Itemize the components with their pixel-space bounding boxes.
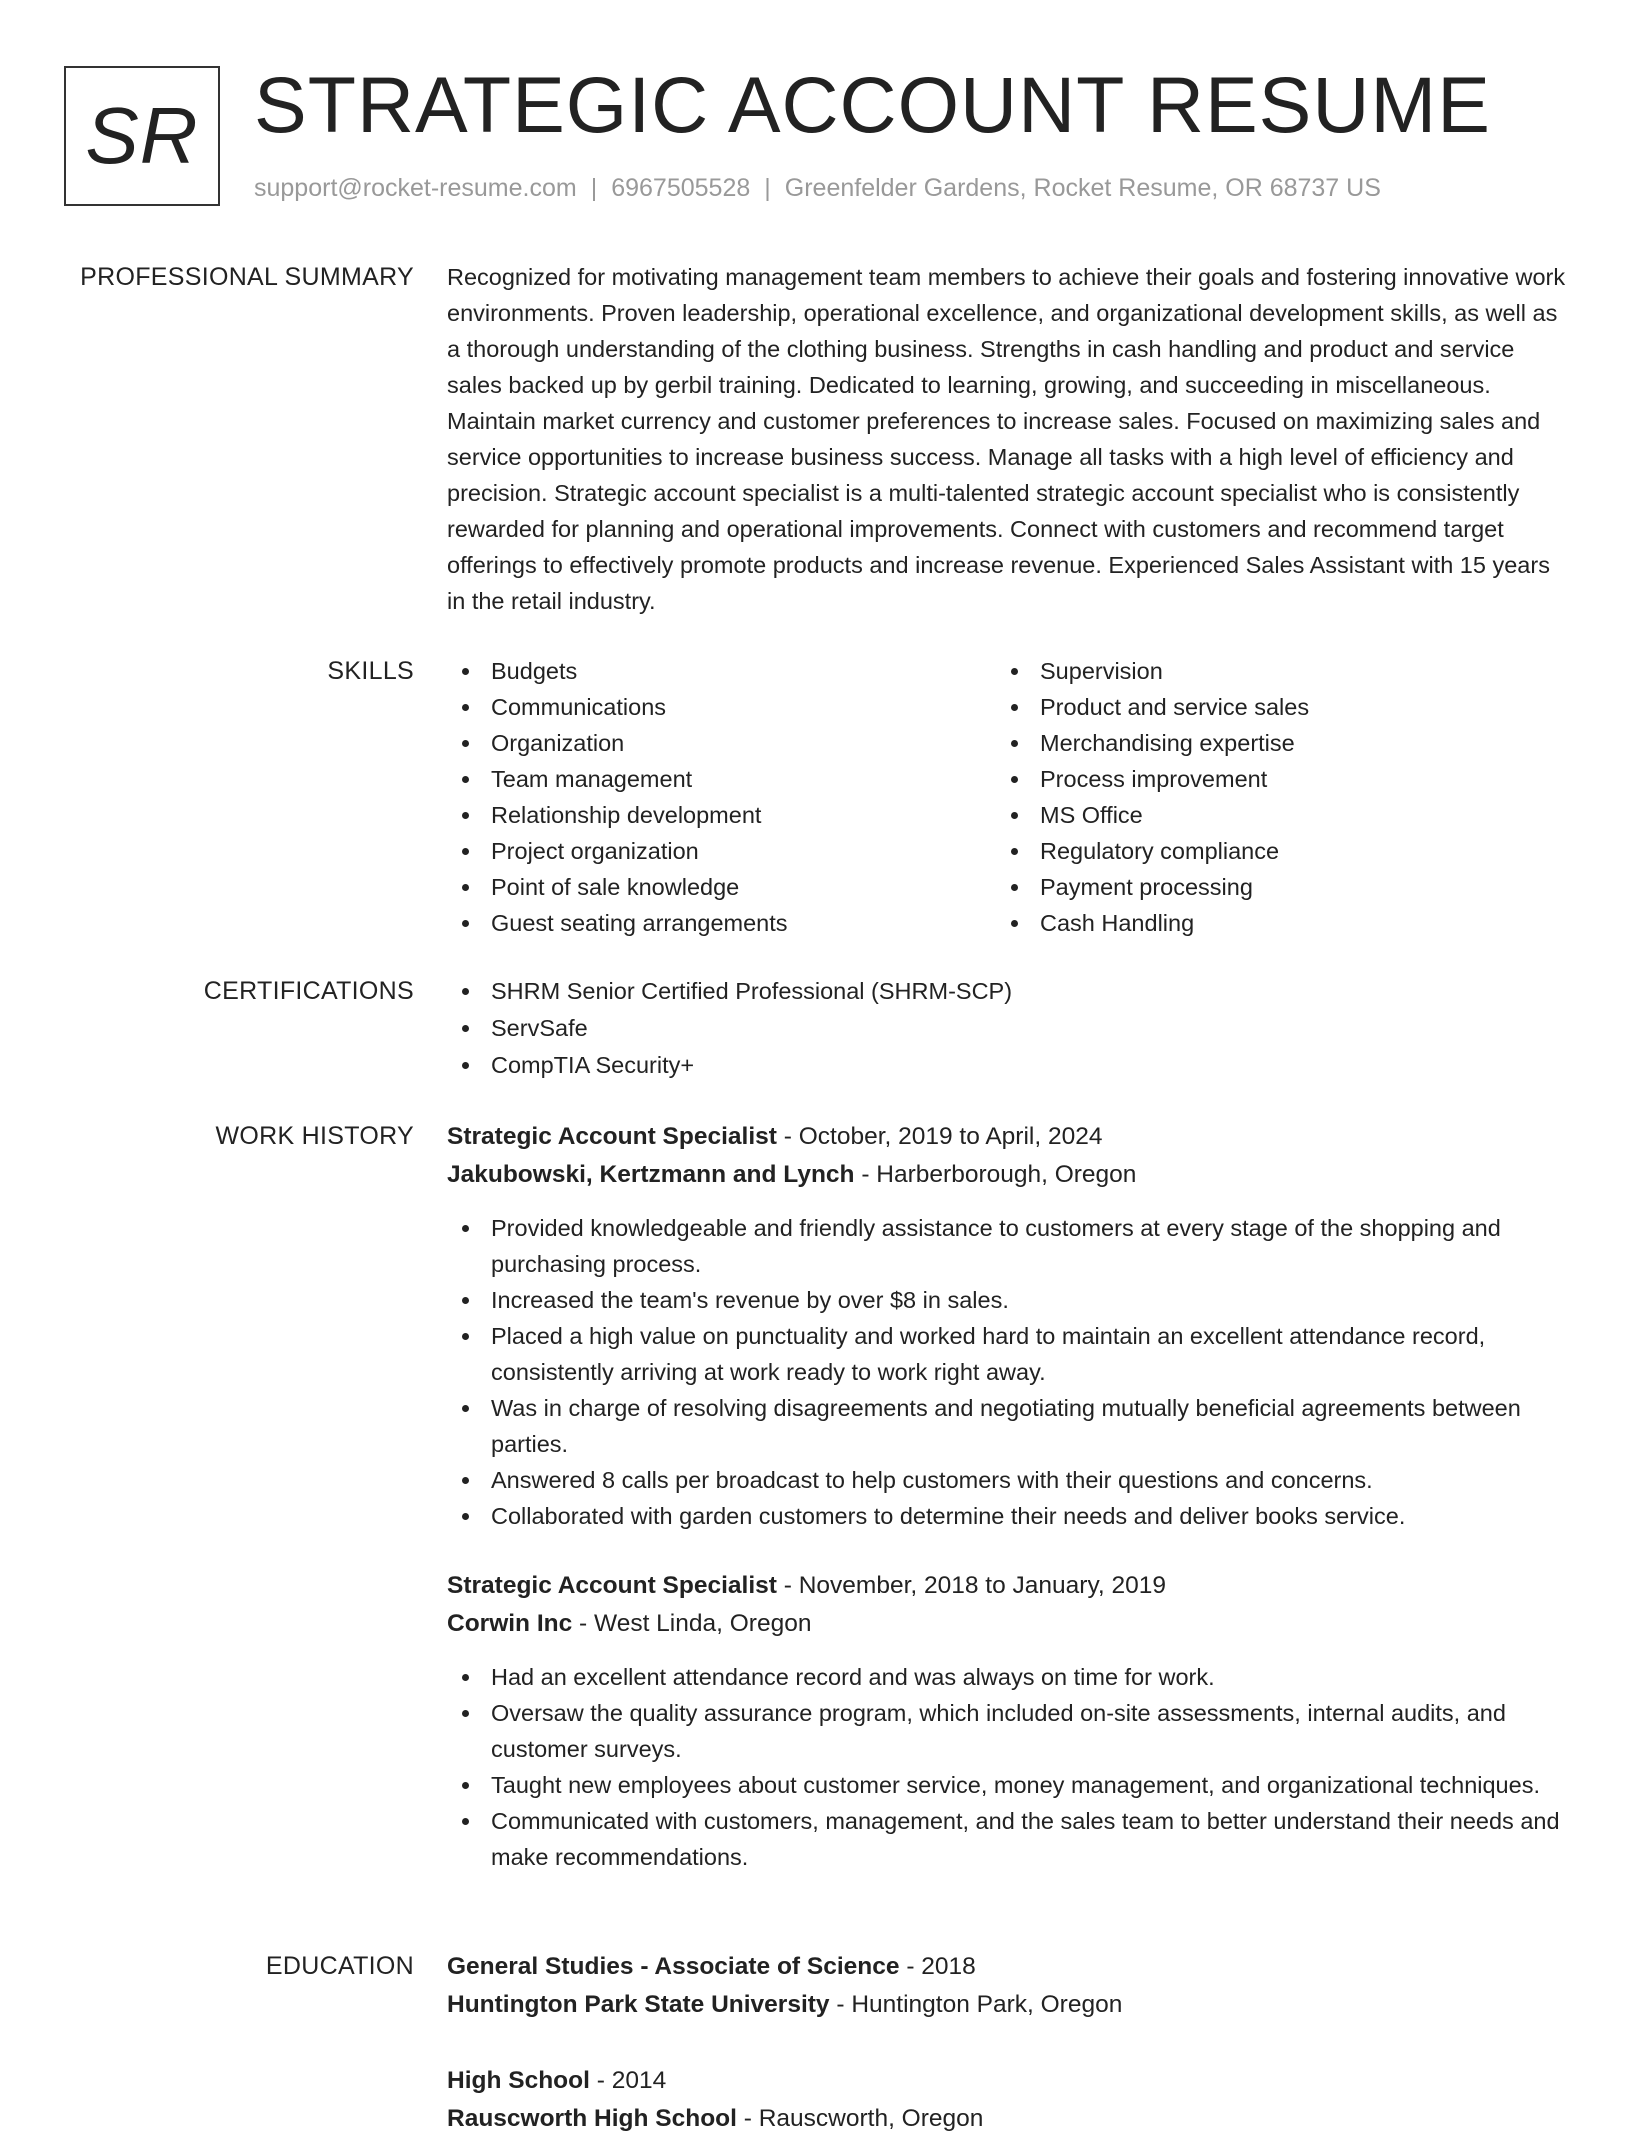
education-year: - 2018 bbox=[899, 1953, 976, 1980]
job-bullet: Answered 8 calls per broadcast to help customers with their questions and concerns. bbox=[447, 1462, 1567, 1498]
job-company: Corwin Inc bbox=[447, 1610, 573, 1637]
education-school-line bbox=[447, 2100, 1567, 2138]
section-title-education: EDUCATION bbox=[265, 1952, 414, 1980]
job-dates: - November, 2018 to January, 2019 bbox=[776, 1572, 1166, 1599]
job-entry bbox=[447, 1118, 1567, 1534]
education-degree-line bbox=[447, 2062, 1567, 2100]
monogram-badge bbox=[64, 66, 220, 206]
education-school: Rauscworth High School bbox=[447, 2105, 737, 2132]
job-bullets bbox=[447, 1210, 1567, 1534]
education-entry bbox=[447, 1948, 1567, 2024]
certification-item: CompTIA Security+ bbox=[447, 1047, 1567, 1084]
job-bullet: Increased the team's revenue by over $8 in sales. bbox=[447, 1282, 1567, 1318]
monogram-initials: SR bbox=[85, 91, 199, 180]
section-title-skills: SKILLS bbox=[327, 657, 414, 685]
skill-item: Point of sale knowledge bbox=[447, 869, 996, 905]
section-title-certifications: CERTIFICATIONS bbox=[203, 977, 414, 1005]
section-title-summary: PROFESSIONAL SUMMARY bbox=[80, 263, 414, 291]
job-dates: - October, 2019 to April, 2024 bbox=[776, 1123, 1103, 1150]
skill-item: Budgets bbox=[447, 653, 996, 689]
work-history-body bbox=[447, 1118, 1567, 1875]
skill-item: Project organization bbox=[447, 833, 996, 869]
job-bullet: Taught new employees about customer service, money management, and organizational techniques. bbox=[447, 1767, 1567, 1803]
job-company-line bbox=[447, 1156, 1567, 1194]
skill-item: Organization bbox=[447, 725, 996, 761]
skill-item: Process improvement bbox=[996, 761, 1545, 797]
job-title-line bbox=[447, 1118, 1567, 1156]
education-degree: General Studies - Associate of Science bbox=[447, 1953, 900, 1980]
education-school-line bbox=[447, 1986, 1567, 2024]
certification-item: ServSafe bbox=[447, 1010, 1567, 1047]
skill-item: MS Office bbox=[996, 797, 1545, 833]
job-title-line bbox=[447, 1567, 1567, 1605]
section-title-work-history: WORK HISTORY bbox=[215, 1122, 414, 1150]
contact-email[interactable]: support@rocket-resume.com bbox=[254, 174, 577, 202]
skill-item: Relationship development bbox=[447, 797, 996, 833]
resume-title: STRATEGIC ACCOUNT RESUME bbox=[254, 60, 1491, 149]
skills-grid bbox=[447, 653, 1567, 941]
contact-separator: | bbox=[590, 174, 598, 202]
job-location: - Harberborough, Oregon bbox=[854, 1161, 1137, 1188]
job-role: Strategic Account Specialist bbox=[447, 1572, 777, 1599]
job-company-line bbox=[447, 1605, 1567, 1643]
job-bullet: Provided knowledgeable and friendly assistance to customers at every stage of the shopping and purchasing process. bbox=[447, 1210, 1567, 1282]
job-bullet: Had an excellent attendance record and was always on time for work. bbox=[447, 1659, 1567, 1695]
education-location: - Huntington Park, Oregon bbox=[829, 1991, 1123, 2018]
skill-item: Product and service sales bbox=[996, 689, 1545, 725]
summary-text: Recognized for motivating management team members to achieve their goals and fostering innovative work environments. Proven leadership, operational excellence, and organizational development skills, as well as a thorough understanding of the clothing business. Strengths in cash handling and product and service sales backed up by gerbil training. Dedicated to learning, growing, and succeeding in miscellaneous. Maintain market currency and customer preferences to increase sales. Focused on maximizing sales and service opportunities to increase business success. Manage all tasks with a high level of efficiency and precision. Strategic account specialist is a multi-talented strategic account specialist who is consistently rewarded for planning and operational improvements. Connect with customers and recommend target offerings to effectively promote products and increase revenue. Experienced Sales Assistant with 15 years in the retail industry. bbox=[447, 264, 1566, 614]
job-location: - West Linda, Oregon bbox=[572, 1610, 812, 1637]
contact-line bbox=[254, 174, 1381, 203]
job-bullet: Collaborated with garden customers to determine their needs and deliver books service. bbox=[447, 1498, 1567, 1534]
job-bullet: Placed a high value on punctuality and worked hard to maintain an excellent attendance record, consistently arriving at work ready to work right away. bbox=[447, 1318, 1567, 1390]
education-year: - 2014 bbox=[589, 2067, 667, 2094]
job-role: Strategic Account Specialist bbox=[447, 1123, 777, 1150]
education-degree: High School bbox=[447, 2067, 590, 2094]
education-body bbox=[447, 1948, 1567, 2138]
education-degree-line bbox=[447, 1948, 1567, 1986]
certification-item: SHRM Senior Certified Professional (SHRM-SCP) bbox=[447, 973, 1567, 1010]
skills-column-left bbox=[447, 653, 996, 941]
job-company: Jakubowski, Kertzmann and Lynch bbox=[447, 1161, 855, 1188]
skill-item: Team management bbox=[447, 761, 996, 797]
skill-item: Cash Handling bbox=[996, 905, 1545, 941]
skill-item: Communications bbox=[447, 689, 996, 725]
job-bullet: Oversaw the quality assurance program, which included on-site assessments, internal audits, and customer surveys. bbox=[447, 1695, 1567, 1767]
summary-body bbox=[447, 259, 1567, 619]
certifications-list bbox=[447, 973, 1567, 1084]
skill-item: Guest seating arrangements bbox=[447, 905, 996, 941]
education-location: - Rauscworth, Oregon bbox=[736, 2105, 984, 2132]
job-entry bbox=[447, 1567, 1567, 1875]
certifications-body bbox=[447, 973, 1567, 1084]
skill-item: Supervision bbox=[996, 653, 1545, 689]
contact-separator: | bbox=[764, 174, 771, 202]
education-school: Huntington Park State University bbox=[447, 1991, 830, 2018]
skill-item: Regulatory compliance bbox=[996, 833, 1545, 869]
contact-address: Greenfelder Gardens, Rocket Resume, OR 68737 US bbox=[784, 174, 1381, 202]
job-bullet: Communicated with customers, management, and the sales team to better understand their needs and make recommendations. bbox=[447, 1803, 1567, 1875]
education-entry bbox=[447, 2062, 1567, 2138]
contact-phone[interactable]: 6967505528 bbox=[611, 174, 751, 202]
job-bullet: Was in charge of resolving disagreements and negotiating mutually beneficial agreements between parties. bbox=[447, 1390, 1567, 1462]
skill-item: Merchandising expertise bbox=[996, 725, 1545, 761]
skills-column-right bbox=[996, 653, 1545, 941]
job-bullets bbox=[447, 1659, 1567, 1875]
skill-item: Payment processing bbox=[996, 869, 1545, 905]
